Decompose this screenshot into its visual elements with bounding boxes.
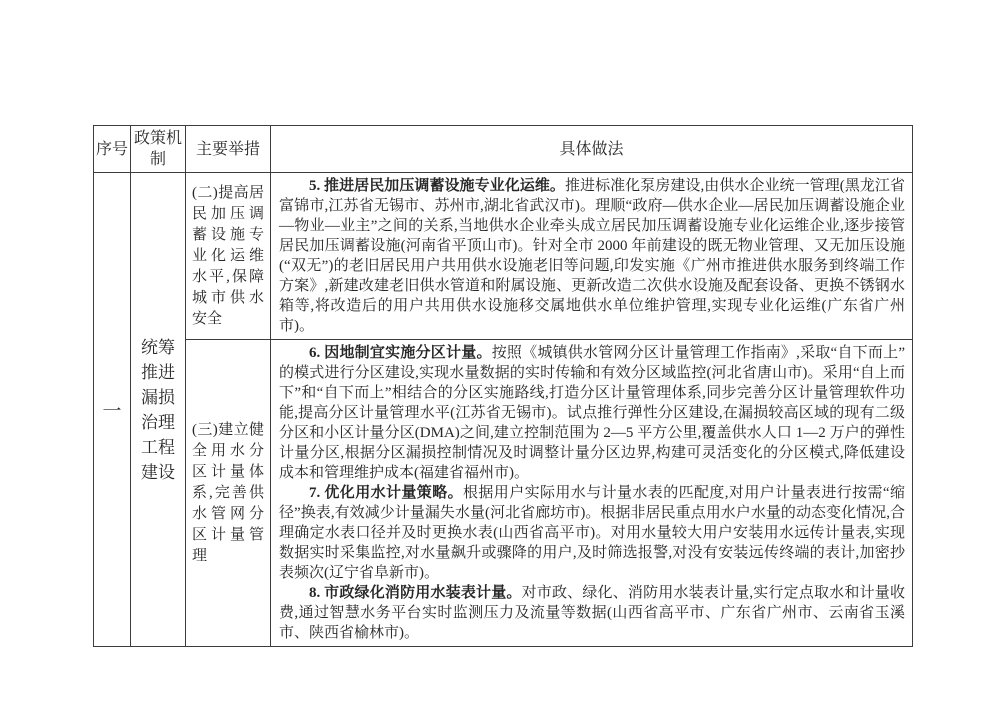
table-row (94, 340, 913, 647)
details-cell (271, 173, 913, 340)
paragraph-lead: 8. 市政绿化消防用水装表计量。 (309, 585, 522, 601)
policy-mechanism-cell: 统筹推进漏损治理工程建设 (131, 173, 186, 647)
detail-paragraph: 7. 优化用水计量策略。根据用户实际用水与计量水表的匹配度,对用户计量表进行按需“缩径”换表,有效减少计量漏失水量(河北省廊坊市)。根据非居民重点用水户水量的动态变化情况,合理确定水表口径并及时更换水表(山西省高平市)。对用水量较大用户安装用水远传计量表,实现数据实时采集监控,对水量飙升或骤降的用户,及时筛选报警,对没有安装远传终端的表计,加密抄表频次(辽宁省阜新市)。 (279, 485, 905, 581)
col-header-serial: 序号 (94, 126, 131, 173)
policy-measures-table (93, 125, 913, 647)
detail-paragraph-list (279, 176, 905, 336)
serial-number-cell: 一 (94, 173, 131, 647)
detail-paragraph: 8. 市政绿化消防用水装表计量。对市政、绿化、消防用水装表计量,实行定点取水和计量收费,通过智慧水务平台实时监测压力及流量等数据(山西省高平市、广东省广州市、云南省玉溪市、陕西省榆林市)。 (279, 585, 905, 641)
col-header-details: 具体做法 (271, 126, 913, 173)
paragraph-lead: 7. 优化用水计量策略。 (309, 485, 463, 501)
detail-paragraph-list (279, 343, 905, 643)
measure-cell: (二)提高居民加压调蓄设施专业化运维水平,保障城市供水安全 (186, 173, 271, 340)
col-header-measures: 主要举措 (186, 126, 271, 173)
measure-cell: (三)建立健全用水分区计量体系,完善供水管网分区计量管理 (186, 340, 271, 647)
col-header-mechanism: 政策机制 (131, 126, 186, 173)
detail-paragraph: 6. 因地制宜实施分区计量。按照《城镇供水管网分区计量管理工作指南》,采取“自下而上”的模式进行分区建设,实现水量数据的实时传输和有效分区域监控(河北省唐山市)。采用“自上而下”和“自下而上”相结合的分区实施路线,打造分区计量管理体系,同步完善分区计量管理软件功能,提高分区计量管理水平(江苏省无锡市)。试点推行弹性分区建设,在漏损较高区域的现有二级分区和小区计量分区(DMA)之间,建立控制范围为 2—5 平方公里,覆盖供水人口 1—2 万户的弹性计量分区,根据分区漏损控制情况及时调整计量分区边界,构建可灵活变化的分区模式,降低建设成本和管理维护成本(福建省福州市)。 (279, 345, 905, 481)
paragraph-lead: 6. 因地制宜实施分区计量。 (309, 345, 492, 361)
details-cell (271, 340, 913, 647)
detail-paragraph: 5. 推进居民加压调蓄设施专业化运维。推进标准化泵房建设,由供水企业统一管理(黑龙江省富锦市,江苏省无锡市、苏州市,湖北省武汉市)。理顺“政府—供水企业—居民加压调蓄设施企业—物业—业主”之间的关系,当地供水企业牵头成立居民加压调蓄设施专业化运维企业,逐步接管居民加压调蓄设施(河南省平顶山市)。针对全市 2000 年前建设的既无物业管理、又无加压设施(“双无”)的老旧居民用户共用供水设施老旧等问题,印发实施《广州市推进供水服务到终端工作方案》,新建改建老旧供水管道和附属设施、更新改造二次供水设施及配套设备、更换不锈钢水箱等,将改造后的用户共用供水设施移交属地供水单位维护管理,实现专业化运维(广东省广州市)。 (279, 178, 905, 334)
table-header-row (94, 126, 913, 173)
paragraph-lead: 5. 推进居民加压调蓄设施专业化运维。 (309, 178, 565, 194)
table-row (94, 173, 913, 340)
